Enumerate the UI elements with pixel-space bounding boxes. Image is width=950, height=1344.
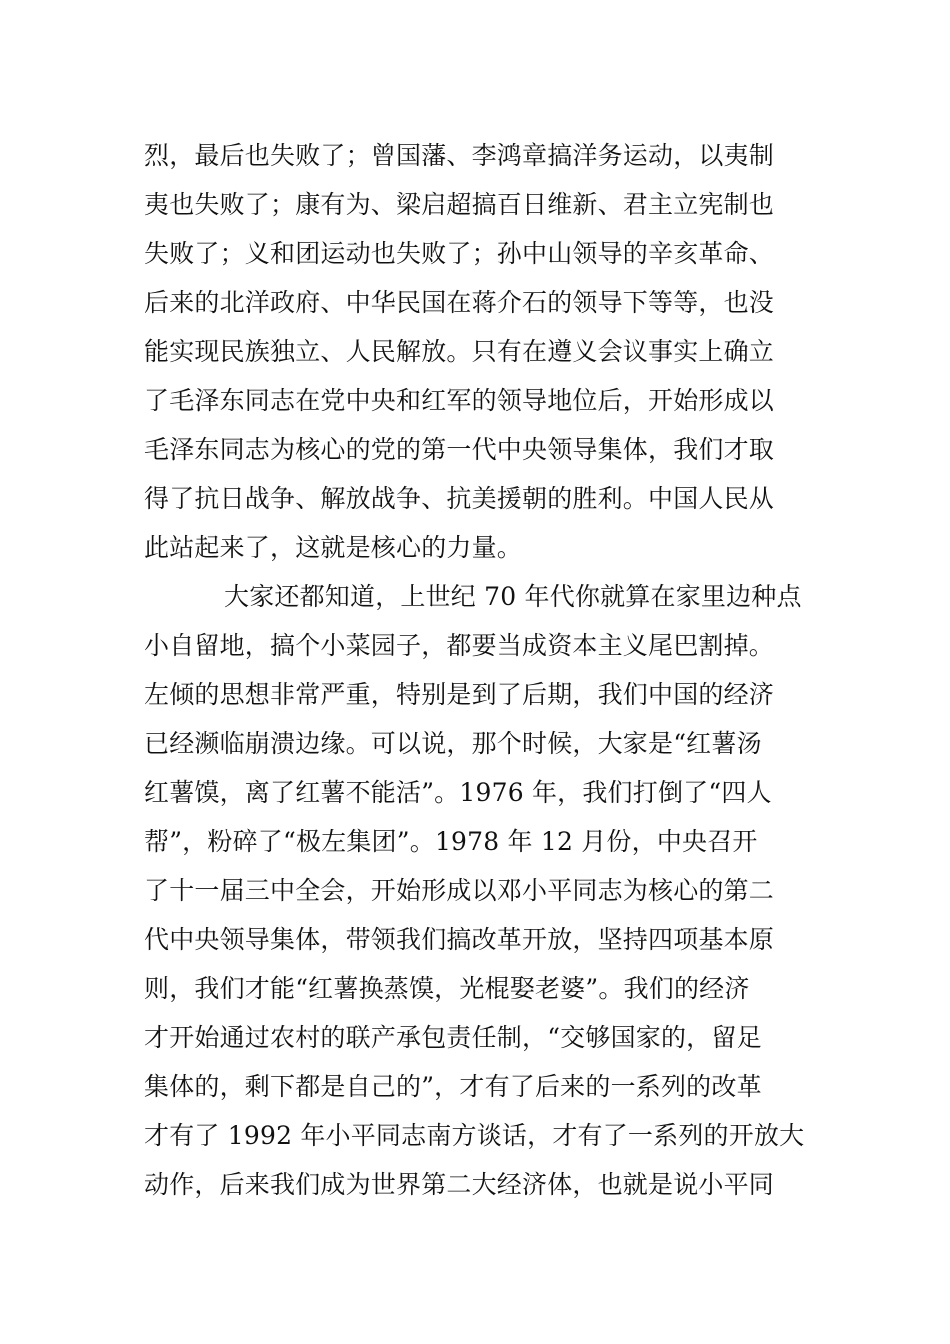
text-line: 才开始通过农村的联产承包责任制，“交够国家的，留足 <box>144 1023 762 1052</box>
text-line: 才有了 1992 年小平同志南方谈话，才有了一系列的开放大 <box>144 1121 805 1150</box>
text-line: 失败了；义和团运动也失败了；孙中山领导的辛亥革命、 <box>144 239 775 268</box>
text-line: 得了抗日战争、解放战争、抗美援朝的胜利。中国人民从 <box>144 484 775 513</box>
text-line: 集体的，剩下都是自己的”，才有了后来的一系列的改革 <box>144 1072 762 1101</box>
text-line-paragraph-start: 大家还都知道，上世纪 70 年代你就算在家里边种点 <box>224 582 802 611</box>
text-line: 了十一届三中全会，开始形成以邓小平同志为核心的第二 <box>144 876 775 905</box>
text-line: 左倾的思想非常严重，特别是到了后期，我们中国的经济 <box>144 680 775 709</box>
text-line: 了毛泽东同志在党中央和红军的领导地位后，开始形成以 <box>144 386 775 415</box>
text-line: 已经濒临崩溃边缘。可以说，那个时候，大家是“红薯汤 <box>144 729 762 758</box>
text-line: 烈，最后也失败了；曾国藩、李鸿章搞洋务运动，以夷制 <box>144 141 775 170</box>
text-line: 红薯馍，离了红薯不能活”。1976 年，我们打倒了“四人 <box>144 778 772 807</box>
text-line: 帮”，粉碎了“极左集团”。1978 年 12 月份，中央召开 <box>144 827 758 856</box>
text-line: 动作，后来我们成为世界第二大经济体，也就是说小平同 <box>144 1170 775 1199</box>
text-line: 能实现民族独立、人民解放。只有在遵义会议事实上确立 <box>144 337 775 366</box>
text-line: 小自留地，搞个小菜园子，都要当成资本主义尾巴割掉。 <box>144 631 775 660</box>
text-line: 夷也失败了；康有为、梁启超搞百日维新、君主立宪制也 <box>144 190 775 219</box>
text-line: 代中央领导集体，带领我们搞改革开放，坚持四项基本原 <box>144 925 775 954</box>
text-line: 此站起来了，这就是核心的力量。 <box>144 533 523 562</box>
text-line: 则，我们才能“红薯换蒸馍，光棍娶老婆”。我们的经济 <box>144 974 750 1003</box>
text-line: 毛泽东同志为核心的党的第一代中央领导集体，我们才取 <box>144 435 775 464</box>
text-line: 后来的北洋政府、中华民国在蒋介石的领导下等等，也没 <box>144 288 775 317</box>
